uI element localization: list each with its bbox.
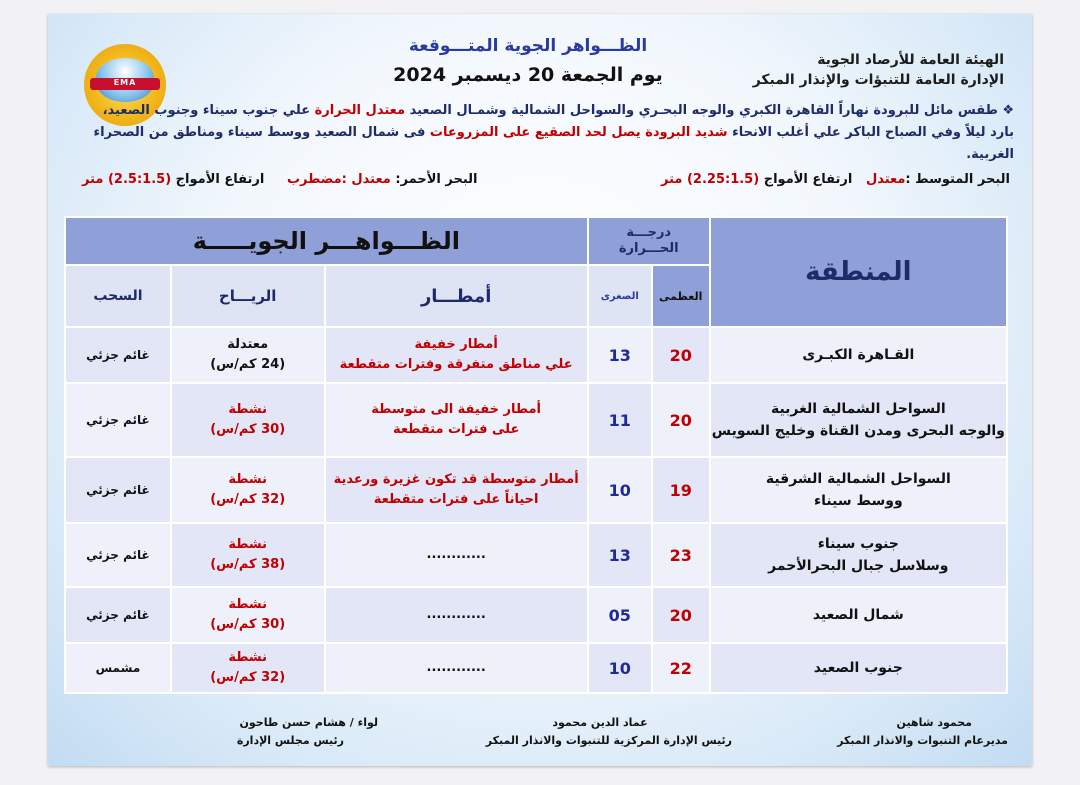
cloud-cell: غائم جزئي: [65, 523, 171, 587]
max-temp-cell: 22: [652, 643, 710, 693]
table-row: [65, 383, 1007, 457]
region-cell: السواحل الشمالية الغربية والوجه البحرى ومدن القناة وخليج السويس: [710, 383, 1007, 457]
wind-header: الريـــاح: [171, 265, 325, 327]
region-cell: السواحل الشمالية الشرقية ووسط سيناء: [710, 457, 1007, 523]
cloud-cell: غائم جزئي: [65, 327, 171, 383]
rain-cell: ............: [325, 587, 588, 643]
min-temp-cell: 10: [588, 643, 652, 693]
wind-cell: نشطة (38 كم/س): [171, 523, 325, 587]
rain-cell: أمطار خفيفة الى متوسطة على فترات متقطعة: [325, 383, 588, 457]
table-row: [65, 457, 1007, 523]
forecast-table: [64, 216, 1008, 694]
max-temp-cell: 20: [652, 383, 710, 457]
wind-cell: معتدلة (24 كم/س): [171, 327, 325, 383]
mediterranean-sea-status: البحر المتوسط :معتدل ارتفاع الأمواج (2.25:1.5) متر: [661, 172, 1010, 187]
max-temp-header: العظمى: [652, 265, 710, 327]
clouds-header: السحب: [65, 265, 171, 327]
forecast-sheet: [48, 14, 1032, 766]
max-temp-cell: 23: [652, 523, 710, 587]
cloud-cell: مشمس: [65, 643, 171, 693]
max-temp-cell: 19: [652, 457, 710, 523]
phenomena-header: الظـــواهـــر الجويـــــة: [65, 217, 588, 265]
wind-cell: نشطة (30 كم/س): [171, 383, 325, 457]
org-name: الهيئة العامة للأرصاد الجوية: [817, 52, 1004, 68]
table-row: [65, 327, 1007, 383]
wind-cell: نشطة (32 كم/س): [171, 457, 325, 523]
min-temp-header: الصغرى: [588, 265, 652, 327]
forecast-date: يوم الجمعة 20 ديسمبر 2024: [393, 64, 663, 86]
signature-center: عماد الدين محمود رئيس الإدارة المركزية للتنبوات والانذار المبكر: [485, 716, 732, 747]
cloud-cell: غائم جزئي: [65, 587, 171, 643]
region-cell: القـاهرة الكبـرى: [710, 327, 1007, 383]
temperature-header: درجـــة الحـــرارة: [588, 217, 710, 265]
region-cell: شمال الصعيد: [710, 587, 1007, 643]
rain-cell: ............: [325, 643, 588, 693]
max-temp-cell: 20: [652, 587, 710, 643]
logo-text: EMA: [113, 78, 137, 87]
cloud-cell: غائم جزئي: [65, 457, 171, 523]
max-temp-cell: 20: [652, 327, 710, 383]
rain-header: أمطـــار: [325, 265, 588, 327]
red-sea-status: البحر الأحمر: معتدل :مضطرب ارتفاع الأمواج (2.5:1.5) متر: [82, 172, 478, 187]
min-temp-cell: 10: [588, 457, 652, 523]
signature-left: لواء / هشام حسن طاحون رئيس مجلس الإدارة: [236, 716, 378, 747]
rain-cell: ............: [325, 523, 588, 587]
weather-summary-line1: ❖ طقس مائل للبرودة نهاراً القاهرة الكبري والوجه البحـري والسواحل الشمالية وشمـال الصعيد معتدل الحرارة علي جنوب سيناء وجنوب الصعيد،: [102, 103, 1014, 118]
min-temp-cell: 11: [588, 383, 652, 457]
min-temp-cell: 13: [588, 327, 652, 383]
page-title: الظـــواهر الجوية المتـــوقعة: [408, 36, 648, 56]
min-temp-cell: 05: [588, 587, 652, 643]
rain-cell: أمطار متوسطة قد تكون غزيرة ورعدية احياناً على فترات متقطعة: [325, 457, 588, 523]
region-header: المنطقة: [710, 217, 1007, 327]
signature-right: محمود شاهين مديرعام التنبوات والانذار المبكر: [837, 716, 1008, 747]
table-row: [65, 523, 1007, 587]
region-cell: جنوب سيناء وسلاسل جبال البحرالأحمر: [710, 523, 1007, 587]
weather-summary-line2: بارد ليلاً وفي الصباح الباكر علي أغلب الانحاء شديد البرودة يصل لحد الصقيع على المزروعات فى شمال الصعيد ووسط سيناء ومناطق من الصحراء الغربية.: [93, 125, 1014, 162]
wind-cell: نشطة (30 كم/س): [171, 587, 325, 643]
wind-cell: نشطة (32 كم/س): [171, 643, 325, 693]
table-row: [65, 643, 1007, 693]
cloud-cell: غائم جزئي: [65, 383, 171, 457]
bullet-icon: ❖: [1002, 103, 1014, 118]
region-cell: جنوب الصعيد: [710, 643, 1007, 693]
org-department: الإدارة العامة للتنبؤات والإنذار المبكر: [752, 72, 1004, 88]
table-row: [65, 587, 1007, 643]
rain-cell: أمطار خفيفة علي مناطق متفرقة وفترات متقطعة: [325, 327, 588, 383]
min-temp-cell: 13: [588, 523, 652, 587]
